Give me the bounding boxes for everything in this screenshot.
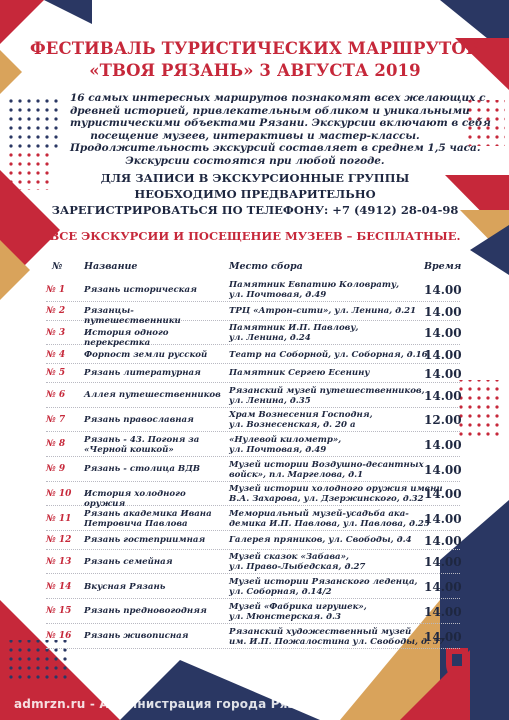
route-number: № 2 xyxy=(46,306,66,317)
route-name xyxy=(84,582,224,592)
start-time: 14.00 xyxy=(424,487,462,502)
start-time: 14.00 xyxy=(424,388,462,403)
intro-line: Экскурсии состоятся при любой погоде. xyxy=(125,154,385,167)
route-number: № 13 xyxy=(46,556,72,567)
route-name-line: Рязань православная xyxy=(84,414,194,425)
route-name-line: Рязань академика Ивана xyxy=(84,509,212,519)
route-name-line: Рязань - столица ВДВ xyxy=(84,464,201,475)
meeting-place-line: В.А. Захарова, ул. Дзержинского, д.32 xyxy=(229,494,424,505)
meeting-place-line: ул. Почтовая, д.49 xyxy=(229,444,327,455)
free-admission-notice: ВСЕ ЭКСКУРСИИ И ПОСЕЩЕНИЕ МУЗЕЕВ – БЕСПЛАТНЫЕ. xyxy=(49,229,461,243)
route-number: № 1 xyxy=(46,284,66,295)
route-name-line: Рязань гостеприимная xyxy=(84,535,206,546)
meeting-place-line: войск», пл. Маргелова, д.1 xyxy=(229,469,364,480)
route-name-line: Рязань живописная xyxy=(84,631,189,641)
intro-line: туристическими объектами Рязани. Экскурсии включают в себя xyxy=(70,117,491,130)
route-name-line: История холодного оружия xyxy=(84,488,186,509)
meeting-place-line: Памятник И.П. Павлову, xyxy=(229,323,359,334)
route-name xyxy=(84,464,224,474)
route-name xyxy=(84,390,224,400)
route-name xyxy=(84,328,224,348)
start-time: 14.00 xyxy=(424,555,462,570)
table-row xyxy=(46,366,460,383)
meeting-place xyxy=(229,602,425,622)
meeting-place-line: ул. Ленина, д.35 xyxy=(229,395,311,406)
registration-line: ЗАРЕГИСТРИРОВАТЬСЯ ПО ТЕЛЕФОНУ: +7 (4912) 28-04-98 xyxy=(51,203,459,217)
start-time: 14.00 xyxy=(424,604,462,619)
meeting-place xyxy=(229,368,425,378)
table-row xyxy=(46,533,460,550)
meeting-place-line: ул. Соборная, д.14/2 xyxy=(229,587,332,598)
header-meeting-place: Место сбора xyxy=(229,261,303,272)
meeting-place-line: демика И.П. Павлова, ул. Павлова, д.25 xyxy=(229,519,430,529)
table-row xyxy=(46,601,460,624)
meeting-place-line: Музей сказок «Забава», xyxy=(229,552,349,563)
table-row xyxy=(46,279,460,302)
meeting-place-line: Музей «Фабрика игрушек», xyxy=(229,601,367,612)
table-row xyxy=(46,483,462,509)
route-number: № 7 xyxy=(46,414,66,425)
table-row xyxy=(46,434,460,457)
route-number: № 15 xyxy=(46,606,72,617)
meeting-place xyxy=(229,552,425,572)
start-time: 14.00 xyxy=(424,462,462,477)
route-name-line: Рязань литературная xyxy=(84,368,201,379)
header-name: Название xyxy=(84,261,138,272)
table-row xyxy=(46,459,460,482)
poster-title-line-1: ФЕСТИВАЛЬ ТУРИСТИЧЕСКИХ МАРШРУТОВ xyxy=(30,39,480,58)
table-row xyxy=(46,409,460,432)
route-name-line: Рязань предновогодняя xyxy=(84,606,207,617)
route-number: № 14 xyxy=(46,581,72,592)
route-name-line: Петровича Павлова xyxy=(84,519,188,529)
header-time: Время xyxy=(424,261,462,272)
route-number: № 5 xyxy=(46,368,66,379)
route-name-line: Рязань семейная xyxy=(84,556,173,567)
start-time: 14.00 xyxy=(424,580,462,595)
start-time: 14.00 xyxy=(424,533,462,548)
route-name xyxy=(84,435,224,455)
meeting-place xyxy=(229,535,425,545)
table-row xyxy=(46,385,460,408)
meeting-place-line: ул. Ленина, д.24 xyxy=(229,333,311,344)
route-number: № 4 xyxy=(46,349,66,360)
route-name xyxy=(84,557,224,567)
intro-paragraph xyxy=(70,92,491,168)
meeting-place-line: Мемориальный музей-усадьба ака- xyxy=(229,509,409,519)
intro-line: древней историей, привлекательным обликом и уникальными xyxy=(70,104,470,117)
start-time: 14.00 xyxy=(424,366,462,381)
meeting-place-line: ул. Право-Лыбедская, д.27 xyxy=(229,562,366,573)
start-time: 14.00 xyxy=(424,629,462,644)
route-number: № 6 xyxy=(46,390,66,400)
meeting-place xyxy=(229,509,430,529)
meeting-place-line: ул. Мюнстерская. д.3 xyxy=(229,611,341,622)
route-name xyxy=(84,509,224,529)
route-name xyxy=(84,489,224,509)
meeting-place-line: Музей истории Воздушно-десантных xyxy=(229,459,424,470)
meeting-place-line: ТРЦ «Атрон-сити», ул. Ленина, д.21 xyxy=(229,306,417,317)
meeting-place-line: Храм Вознесения Господня, xyxy=(229,410,373,421)
start-time: 14.00 xyxy=(424,437,462,452)
intro-line: 16 самых интересных маршрутов познакомят всех желающих с xyxy=(70,92,486,104)
meeting-place xyxy=(229,577,425,597)
route-name xyxy=(84,368,224,378)
meeting-place-line: Памятник Сергею Есенину xyxy=(229,368,370,379)
meeting-place-line: Галерея пряников, ул. Свободы, д.4 xyxy=(229,535,412,546)
table-row xyxy=(46,551,460,574)
registration-line: ДЛЯ ЗАПИСИ В ЭКСКУРСИОННЫЕ ГРУППЫ xyxy=(100,171,410,185)
route-name-line: Аллея путешественников xyxy=(84,390,221,400)
start-time: 14.00 xyxy=(424,326,462,341)
route-name-line: Рязань историческая xyxy=(84,284,197,295)
route-name xyxy=(84,285,224,295)
route-name xyxy=(84,535,224,545)
route-name-line: Рязанцы-путешественники xyxy=(84,306,181,327)
route-name xyxy=(84,415,224,425)
meeting-place-line: Памятник Евпатию Коловрату, xyxy=(229,280,400,290)
route-number: № 8 xyxy=(46,439,66,450)
route-number: № 16 xyxy=(46,631,72,641)
route-name-line: «Черной кошкой» xyxy=(84,444,174,455)
meeting-place-line: ул. Почтовая, д.49 xyxy=(229,290,327,300)
table-row xyxy=(46,347,460,364)
meeting-place-line: Театр на Соборной, ул. Соборная, д.16 xyxy=(229,349,428,360)
route-name xyxy=(84,606,224,616)
intro-line: Продолжительность экскурсий составляет в среднем 1,5 часа. xyxy=(70,142,481,155)
meeting-place xyxy=(229,386,425,406)
start-time: 12.00 xyxy=(424,413,462,428)
start-time: 14.00 xyxy=(424,283,462,297)
meeting-place-line: ул. Вознесенская, д. 20 а xyxy=(229,420,356,431)
site-footer-watermark: admrzn.ru - Администрация города Рязани xyxy=(14,697,321,711)
registration-line: НЕОБХОДИМО ПРЕДВАРИТЕЛЬНО xyxy=(134,187,376,201)
start-time: 14.00 xyxy=(424,304,462,319)
table-row xyxy=(46,508,460,531)
route-name-line: Форпост земли русской xyxy=(84,349,208,360)
start-time: 14.00 xyxy=(424,348,462,363)
route-number: № 10 xyxy=(46,488,72,499)
meeting-place xyxy=(229,349,428,360)
meeting-place xyxy=(229,435,425,455)
route-number: № 11 xyxy=(46,513,72,524)
route-name-line: История одного перекрестка xyxy=(84,327,169,348)
header-number: № xyxy=(52,261,63,272)
route-name-line: Вкусная Рязань xyxy=(84,581,166,592)
meeting-place xyxy=(229,306,425,316)
route-name xyxy=(84,350,224,360)
meeting-place xyxy=(229,460,425,480)
meeting-place-line: Рязанский музей путешественников, xyxy=(229,385,425,396)
start-time: 14.00 xyxy=(424,512,462,526)
table-row xyxy=(46,626,460,649)
meeting-place-line: Музей истории холодного оружия имени xyxy=(229,484,443,495)
table-row xyxy=(46,304,462,327)
intro-line: посещение музеев, интерактивы и мастер-классы. xyxy=(90,129,420,142)
table-row xyxy=(46,576,460,599)
meeting-place xyxy=(229,280,425,300)
meeting-place-line: Музей истории Рязанского леденца, xyxy=(229,577,418,588)
registration-notice xyxy=(40,170,470,218)
poster-title-line-2: «ТВОЯ РЯЗАНЬ» 3 АВГУСТА 2019 xyxy=(89,61,421,80)
route-name-line: Рязань - 43. Погоня за xyxy=(84,434,200,445)
meeting-place-line: им. И.П. Пожалостина ул. Свободы, д. 57 xyxy=(229,636,445,647)
route-number: № 12 xyxy=(46,535,72,546)
route-name xyxy=(84,631,224,641)
meeting-place xyxy=(229,323,425,343)
meeting-place-line: Рязанский художественный музей xyxy=(229,626,412,637)
table-row xyxy=(46,322,462,348)
meeting-place-line: «Нулевой километр», xyxy=(229,434,342,445)
route-number: № 9 xyxy=(46,464,66,475)
meeting-place xyxy=(229,410,425,430)
route-number: № 3 xyxy=(46,327,66,338)
